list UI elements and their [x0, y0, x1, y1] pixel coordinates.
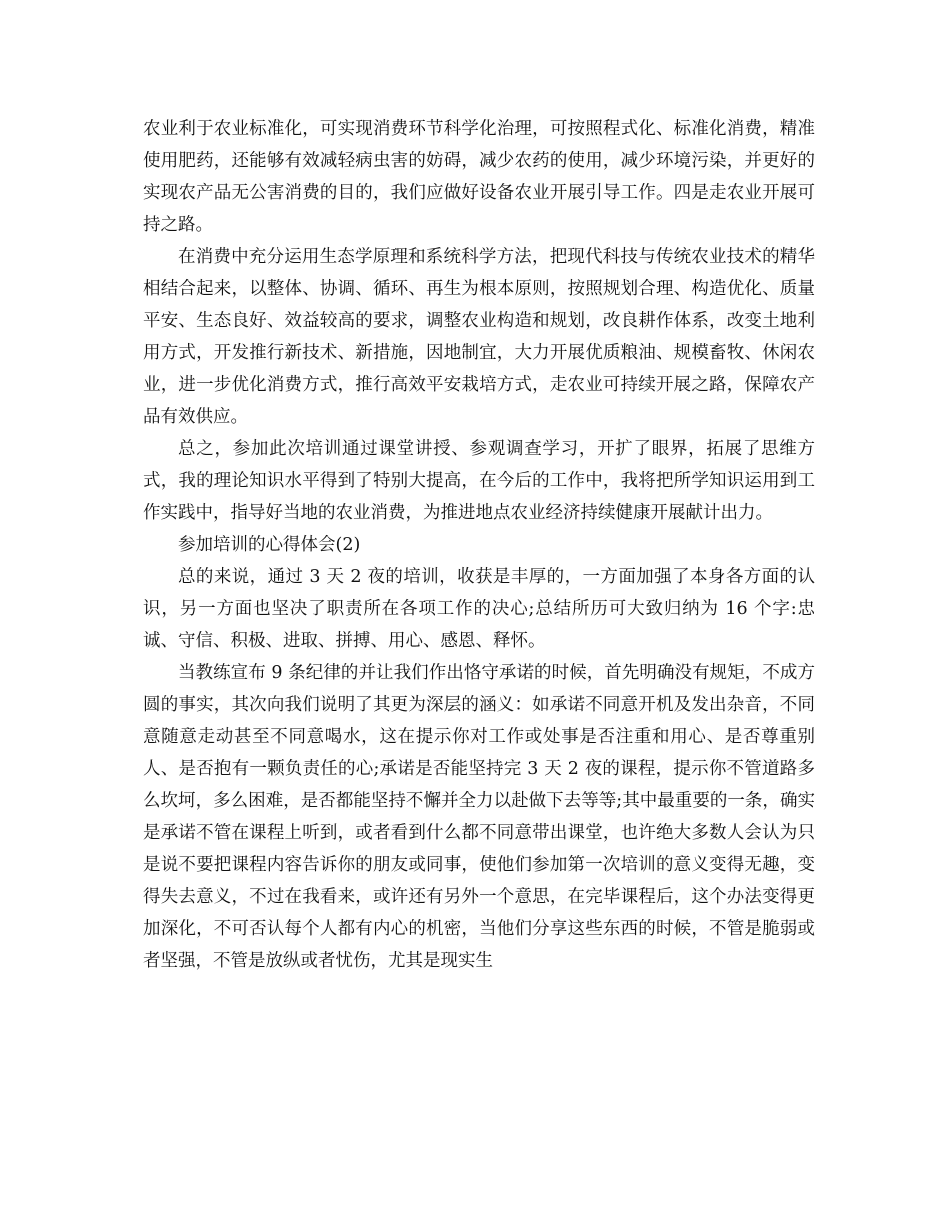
document-body: [143, 113, 815, 977]
paragraph-5: 总的来说，通过 3 天 2 夜的培训，收获是丰厚的，一方面加强了本身各方面的认识，另一方面也坚决了职责所在各项工作的决心;总结所历可大致归纳为 16 个字:忠诚、守信、积极、进取、拼搏、用心、感恩、释怀。: [143, 567, 815, 651]
paragraph-1: 农业利于农业标准化，可实现消费环节科学化治理，可按照程式化、标准化消费，精准使用肥药，还能够有效减轻病虫害的妨碍，减少农药的使用，减少环境污染，并更好的实现农产品无公害消费的目的，我们应做好设备农业开展引导工作。四是走农业开展可持之路。: [143, 119, 815, 235]
paragraph-6: 当教练宣布 9 条纪律的并让我们作出恪守承诺的时候，首先明确没有规矩，不成方圆的事实，其次向我们说明了其更为深层的涵义：如承诺不同意开机及发出杂音，不同意随意走动甚至不同意喝水，这在提示你对工作或处事是否注重和用心、是否尊重别人、是否抱有一颗负责任的心;承诺是否能坚持完 3 天 2 夜的课程，提示你不管道路多么坎坷，多么困难，是否都能坚持不懈并全力以赴做下去等等;其中最重要的一条，确实是承诺不管在课程上听到，或者看到什么都不同意带出课堂，也许绝大多数人会认为只是说不要把课程内容告诉你的朋友或同事，使他们参加第一次培训的意义变得无趣，变得失去意义，不过在我看来，或许还有另外一个意思，在完毕课程后，这个办法变得更加深化，不可否认每个人都有内心的机密，当他们分享这些东西的时候，不管是脆弱或者坚强，不管是放纵或者忧伤，尤其是现实生: [143, 663, 815, 971]
paragraph-2: 在消费中充分运用生态学原理和系统科学方法，把现代科技与传统农业技术的精华相结合起来，以整体、协调、循环、再生为根本原则，按照规划合理、构造优化、质量平安、生态良好、效益较高的要求，调整农业构造和规划，改良耕作体系，改变土地利用方式，开发推行新技术、新措施，因地制宜，大力开展优质粮油、规模畜牧、休闲农业，进一步优化消费方式，推行高效平安栽培方式，走农业可持续开展之路，保障农产品有效供应。: [143, 247, 815, 427]
section-heading: 参加培训的心得体会(2): [178, 535, 361, 555]
paragraph-3: 总之，参加此次培训通过课堂讲授、参观调查学习，开扩了眼界，拓展了思维方式，我的理论知识水平得到了特别大提高，在今后的工作中，我将把所学知识运用到工作实践中，指导好当地的农业消费，为推进地点农业经济持续健康开展献计出力。: [143, 439, 815, 523]
